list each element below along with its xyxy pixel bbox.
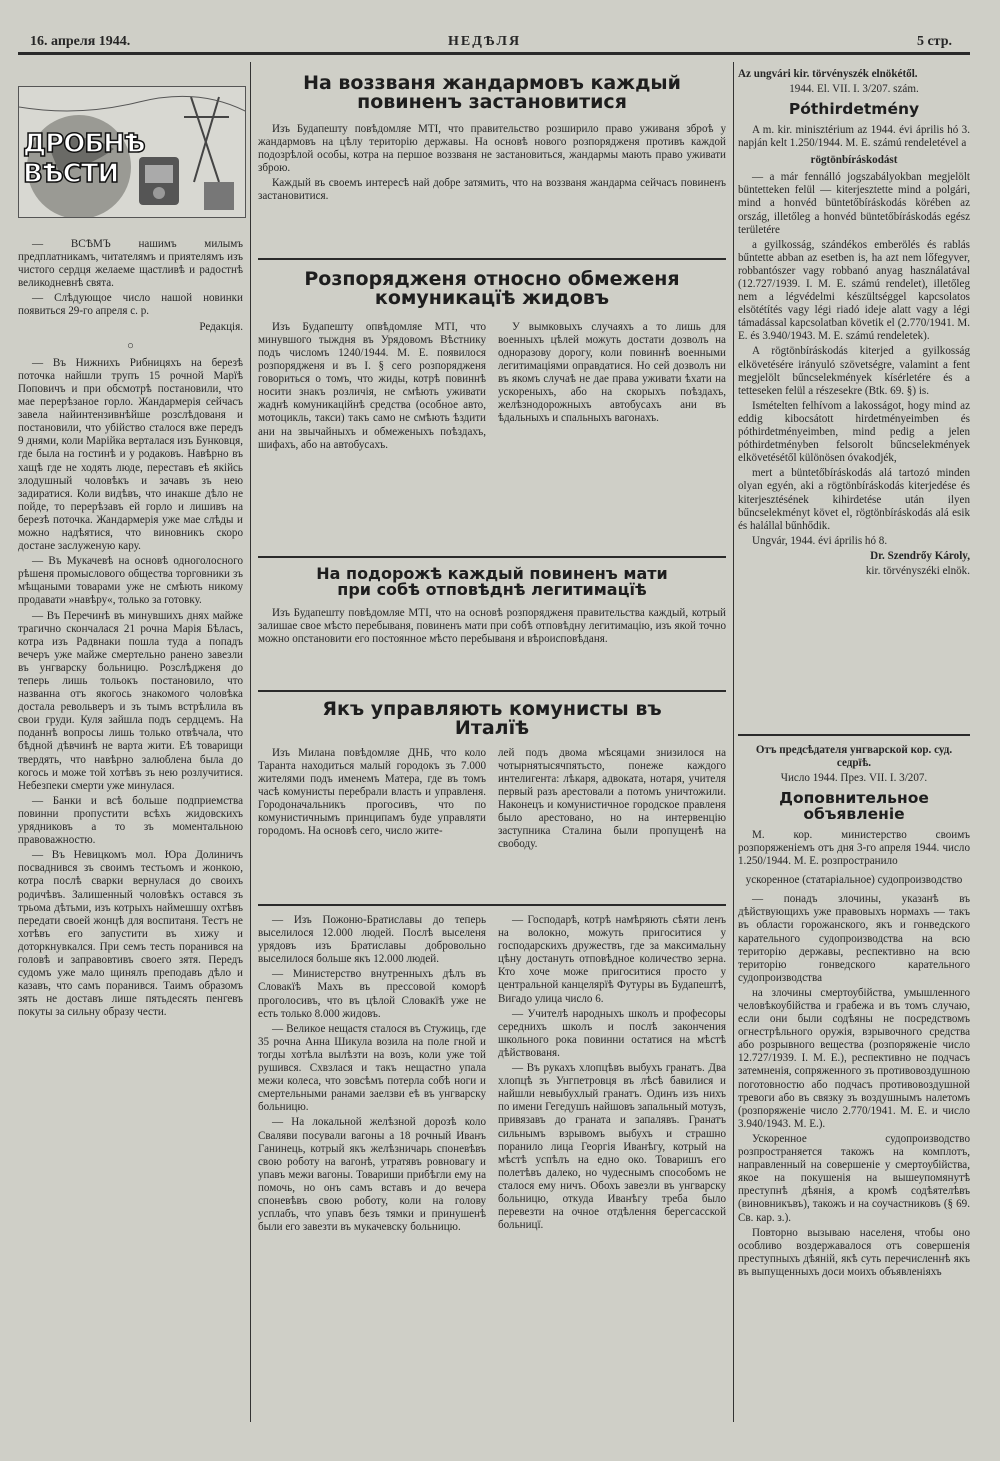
news-item: — Великое нещастя сталося въ Стужиць, где 35 рочна Анна Шикула возила на поле гной и тогды хотѣла вылѣзти на возъ, коли уже той рушився. Схвзлася и такъ нещастно упала межи колеса, что зовсѣмъ потерла собѣ ноги и смертельными ранами заелзви еѣ въ унгварску больницю. xyxy=(258,1022,486,1114)
article-divider xyxy=(258,904,726,906)
news-item: — На локальной желѣзной дорозѣ коло Сваляви посували вагоны а 18 рочный Иванъ Ганинець, котрый якъ желѣзничарь споневѣвъ свою роботу на вагонѣ, утратявъ ровновагу и упавъ межи вагоны. Товариши прибѣгли ему на помочь, но онъ самъ вставъ и до вечера споневѣвъ свою роботу, коли на голову усплабъ, что упавъ безъ тямки и принушенѣ были его завезти въ мукачевску больницю. xyxy=(258,1116,486,1234)
article-legitimation xyxy=(258,566,726,686)
news-item: — Въ Нижнихъ Рибницяхъ на березѣ поточка найшли трупъ 15 рочной Марїѣ Поповичъ и при обсмотрѣ постановили, что мае перерѣзаное горло. Жандармерія сейчасъ завела найинтензивнѣйше розслѣдованя и постановили, что убійство сталося вже передъ 9 днями, коли Марійка верталася изъ Бунковця, где была на гостинѣ и у родаковъ. Навѣрно въ хащѣ где не ходять люде, переставъ еѣ якійсь злодушный чоловѣкъ и зачавъ зъ нею задиратися. Коли видѣвъ, что инакше дѣло не пойде, то перерѣзавъ ей горло и лишивъ на березѣ поточка. Жандармерія уже мае слѣды и можно надѣятися, что виновникъ скоро достане заслуженую кару. xyxy=(18,356,243,553)
editorial-signature: Редакція. xyxy=(199,320,243,333)
column-divider xyxy=(250,62,251,1422)
news-item: — Учителѣ народныхъ школъ и професоры середнихъ школъ и послѣ закончения школьного рока повинни остатися на мѣстѣ дѣйствованя. xyxy=(498,1007,726,1059)
issuer-line: Отъ предсѣдателя унгварской кор. суд. седрїѣ. xyxy=(755,744,953,770)
article-paragraph: У вымковыхъ случаяхъ а то лишь для военныхъ цѣлей можуть достати дозволъ на одноразову дорогу, коли повиннѣ военными легитимаціями оправдатися. Но сей дозволъ ни въ якомъ случаѣ не дае права уживати ѣхати на ускореныхъ, або на скорыхъ поѣздахъ, желѣзнодорожныхъ автобусахъ ани въ ѣдальныхъ и спальныхъ вагонахъ. xyxy=(498,320,726,425)
article-title: На воззваня жандармовъ каждый повиненъ застановитися xyxy=(303,74,681,114)
news-item: — Изъ Пожоню-Братиславы до теперь выселилося 12.000 людей. Послѣ выселеня урядовъ изъ Братиславы добровольно выселилося больше якъ 12.000 людей. xyxy=(258,914,486,966)
article-divider xyxy=(258,690,726,692)
signature-title: kir. törvényszéki elnök. xyxy=(865,564,970,577)
greeting-paragraph: — ВСѢМЪ нашимъ милымъ предплатникамъ, читателямъ и приятелямъ изъ чистого сердця желаеме щастливѣ и радостнѣ великодневнѣ свята. xyxy=(18,238,243,290)
article-paragraph: Изъ Будапешту повѣдомляе МТІ, что на основѣ розпорядженя правительства каждый, котрый залишае свое мѣсто перебываня, повиненъ мати при собѣ отповѣдну легитимацію, изъ якой точно можно опстановити его постоянное мѣсто перебываня и вѣроисповѣданя. xyxy=(258,606,726,645)
announcement-subheading: ускоренное (статаріальное) судопроизводство xyxy=(745,874,963,887)
header-rule xyxy=(18,52,970,55)
announcement-paragraph: mert a büntetőbíráskodás alá tartozó minden olyan egyén, aki a rögtönbíráskodás kiterjedése és kiterjesztésének kihirdetése után ilyen bűncselekményt követ el, rögtönbíráskodás alá esik és halállal bűnhődik. xyxy=(738,467,970,532)
article-gendarmes xyxy=(258,74,726,264)
announcement-paragraph: A m. kir. minisztérium az 1944. évi április hó 3. napján kelt 1.250/1944. M. E. számú rendeletével a xyxy=(738,123,970,150)
announcement-paragraph: Ismételten felhívom a lakosságot, hogy mind az eddig kibocsátott hirdetményeimben és póthirdetményeimben, mind pedig a jelen póthirdetményben felsorolt bűncselekmények elkövetésétől különösen óvakodjék, xyxy=(738,399,970,465)
column-divider xyxy=(733,62,734,1422)
logo-title: ДРОБНѢ ВѢСТИ xyxy=(23,129,145,189)
reference-number: 1944. El. VII. I. 3/207. szám. xyxy=(789,83,919,96)
announcement-paragraph: — понадъ злочины, указанѣ въ дѣйствующихъ уже правовыхъ нормахъ — такъ въ области горожанского, якъ и гонведского карательного судопроизводства на всю територію державы, респективно на всю територію гонведского карательного судопроизводства xyxy=(738,893,970,984)
news-item: — Банки и всѣ больше подприемства повинни пропустити всѣхъ жидовскихъ урядниковъ а то зъ моментальною правоважностю. xyxy=(18,794,243,847)
drobni-visti-logo xyxy=(18,86,246,218)
announcement-paragraph: М. кор. министерство своимъ розпоряженіемъ отъ дня 3-го апреля 1944. число 1.250/1944. М. Е. розпространило xyxy=(738,828,970,868)
announcement-subheading: rögtönbíráskodást xyxy=(810,154,898,167)
article-paragraph: Изъ Будапешту повѣдомляе МТІ, что правительство розширило право уживаня зброѣ у жандармовъ на цѣлу територію державы. На основѣ нового розпорядженя противъ каждой подозрѣлой особы, котра на першое воззваня не застановиться, жандармы мають право уживати зброю. xyxy=(258,122,726,175)
article-divider xyxy=(738,734,970,736)
column-short-news xyxy=(18,238,243,1423)
article-paragraph: Каждый въ своемъ интересѣ най добре затямить, что на воззваня жандарма сейчасъ повиненъ застановитися. xyxy=(258,177,726,203)
announcement-paragraph: Ускоренное судопроизводство розпространяется такожъ на комплотъ, направленный на совершеніе у смертоубійства, якое на покушенія на вышеупомянутѣ преступнѣ дѣянія, а кромѣ содѣятелѣвъ (виновникъвъ), такожъ и на соучастниковъ (§ 69. Св. кар. з.). xyxy=(738,1132,970,1224)
announcement-paragraph: a gyilkosság, szándékos emberölés és rablás bűntette abban az esetben is, ha azt nem lőfegyver, robbantószer vagy robbanó anyag használatával (12.727/1939. I. M. E. számú rendelet), illetőleg nem a légvédelmi készültséggel kapcsolatos elsötétítés vagy légi riadó ideje alatt vagy a légi támadással kapcsolatban követik el (2.770/1941. M. E. és 3.940/1943. M. E. számú rendeletek). xyxy=(738,238,970,343)
article-divider xyxy=(258,556,726,558)
article-jews-communication xyxy=(258,270,726,550)
article-divider xyxy=(258,258,726,260)
news-item: — Въ Невицкомъ мол. Юра Долиничъ посваднився зъ своимъ тестьомъ и жонкою, котра послѣ сварки вернулася до своихъ родичѣвъ. Залишенный чоловѣкъ остався зъ трьома дѣтьми, изъ котрыхъ наймешшу охтѣвъ передати своей жонцѣ для воспитаня. Тестъ не хотѣвъ его запустити въ хижу и доторкнувкался. При семъ тесть поранився на головѣ и заправовтивъ своего зятя. Передъ судомъ уже мало щинялъ преподавъ дѣло и казавъ, что самъ поранився. Таимъ образомъ зять не доставъ лише пятьдесять пенгевъ покуты за сильну образу чести. xyxy=(18,849,243,1019)
signature-name: Dr. Szendrőy Károly, xyxy=(870,549,970,562)
reference-number: Число 1944. През. VII. I. 3/207. xyxy=(780,772,928,785)
news-item: — Въ рукахъ хлопцѣвъ выбухъ гранатъ. Два хлопцѣ зъ Унгпетровця въ лѣсѣ бавилися и найшли невыбухлый гранатъ. Одинъ изъ нихъ по имени Гегедушъ найшовъ запальный мотузъ, привязавъ до граната и запалявъ. Гранатъ сильнымъ взрывомъ выбухъ и страшно поранило лица Георгія Иванѣгу, котрый на мѣстѣ успѣлъ на едно око. Товаришъ его полетѣвъ далеко, но чудеснымъ способомъ не сталося ему ничъ. Обохъ завезли въ унгварску больницю, откуда Иванѣгу треба было перевезти на очное отдѣлення берегсасской больницї. xyxy=(498,1062,726,1232)
news-item: — Господарѣ, котрѣ намѣряють сѣяти ленъ на волокно, можуть пригоcитися у господарскихъ дружествъ, где за максимальну цѣну достануть отповѣдное количество зерна. Кто хоче може пригоcитися просто у центральной канцелярїѣ Футуры въ Будапештѣ, Вигадо улица число 6. xyxy=(498,914,726,1005)
announcement-paragraph: Повторно вызываю населеня, чтобы оно особливо воздержавалося отъ совершенія преступныхъ дѣяній, якѣ суть перечисленнѣ якъ въ выпущенныхъ доси моихъ объявленіяхъ xyxy=(738,1226,970,1278)
announcement-paragraph: на злочины смертоубійства, умышленного человѣкоубійства и грабежа и въ томъ случаю, если они были содѣяны не посредствомъ огнестрѣльного оружія, взрывочного средства або розрывного вещества (розпоряженіе число 12.727/1939. I. М. Е.), респективно не подчасъ затемненія, сопряженного зъ противовоздушною поготовностю або подчасъ противовоздушной тревоги або въ связку зъ воздушнымъ налетомъ (розпоряженіе число 2.770/1941. М. Е. и число 3.940/1943. М. Е.). xyxy=(738,986,970,1130)
news-item: — Министерство внутренныхъ дѣлъ въ Словакїѣ Махъ въ прессовой коморѣ проголосивъ, что въ цѣлой Словакїѣ уже не есть только 8.000 жидовъ. xyxy=(258,968,486,1020)
issue-date: 16. апреля 1944. xyxy=(30,34,131,49)
news-item: — Въ Перечинѣ въ минувшихъ днях майже трагично скончалася 21 рочна Марія Бѣласъ, котра изъ Радвнаки пошла туда а попадъ вечеръ уже майже смертельно ранено завезли въ унгварску больницю. Розслѣдженя до теперь лишь тольокъ постановило, что названна отъ якогось знакомого чоловѣка достала револьверъ и зъ тымъ встрѣлила въ свои груди. Куля зайшла подъ сердцемъ. На поданнѣ вопросы лишь только отвѣчала, что бѣдной дѣвчинѣ не варта жити. Еѣ товарищи твердять, что навѣрно залюблена была до когось и може той хотѣвъ зъ нею розлучитися. Небезпеки смерти уже минулася. xyxy=(18,609,243,792)
issuer-line: Az ungvári kir. törvényszék elnökétől. xyxy=(738,68,918,80)
article-paragraph: Изъ Милана повѣдомляе ДНБ, что коло Таранта находиться малый городокъ зъ 7.000 жителями подъ именемъ Матера, где въ томъ часѣ комунисты перебрали власть и управленя. Городоначальникъ прогосивъ, что по комунистичнымъ принципамъ буде управляти городомъ. На основѣ сего, число жите- xyxy=(258,746,486,838)
next-issue-paragraph: — Слѣдующое число нашой новинки появиться 29-го апреля с. р. xyxy=(18,292,243,318)
announcement-paragraph: — a már fennálló jogszabályokban megjelölt büntetteken felül — kiterjesztette mind a polgári, mind a honvéd büntetőbíráskodás körében az ország, illetőleg a honvéd büntetőbíráskodás egész területére xyxy=(738,171,970,236)
news-item: — Въ Мукачевѣ на основѣ одноголосного рѣшеня промыслового общества торговники зъ мѣщаными товарами уже не смѣють никому продавати »навѣру«, только за готовку. xyxy=(18,555,243,607)
ruthenian-announcement xyxy=(738,744,970,1428)
article-title: Розпорядженя относно обмеженя комуникацїѣ жидовъ xyxy=(304,270,680,310)
place-date: Ungvár, 1944. évi április hó 8. xyxy=(752,534,888,547)
article-communists-italy xyxy=(258,700,726,900)
separator-circle: ○ xyxy=(127,339,134,352)
article-paragraph: Изъ Будапешту опвѣдомляе МТІ, что минувшого тыждня въ Урядовомъ Вѣстнику подъ числомъ 1240/1944. М. Е. появилося розпорядженя и въ І. § сего розпорядженя говориться о томъ, что жиды, котрѣ повиннѣ носити знакъ розличія, не смѣють уживати жаднѣ комуникаційнѣ средства (особное авто, мотоцикль, такси) такъ само не смѣють ѣздити ани на звычайныхъ и обмеженыхъ поѣздахъ, шифахъ, або на автобусахъ. xyxy=(258,320,486,451)
article-paragraph: лей подъ двома мѣсяцами знизилося на чотырнятысячпятьсто, понеже каждого интелигента: лѣкаря, адвоката, нотаря, учителя первый разъ арестовали а потомъ уничтожили. Наконецъ и комунистичное городское правленя было арестовано, но на интервенцію заступника Сталина были пропущенѣ на свободу. xyxy=(498,746,726,851)
page-number: 5 стр. xyxy=(916,34,952,49)
article-title: На подорожѣ каждый повиненъ мати при собѣ отповѣднѣ легитимацїѣ xyxy=(316,566,668,600)
article-title: Якъ управляють комунисты въ Италїѣ xyxy=(322,700,662,740)
newspaper-name: НЕДѢЛЯ xyxy=(448,34,522,49)
announcement-paragraph: A rögtönbíráskodás kiterjed a gyilkosság elkövetésére irányuló szövetségre, valamint a fent megjelölt bűncselekmények kísérletére és a tetteseken felül a részesekre (Btk. 69. §) is. xyxy=(738,345,970,397)
announcement-heading: Póthirdetmény xyxy=(788,100,920,119)
center-news xyxy=(258,914,726,1426)
announcement-heading: Доповнительное объявленіе xyxy=(779,789,929,824)
hungarian-announcement xyxy=(738,68,970,728)
